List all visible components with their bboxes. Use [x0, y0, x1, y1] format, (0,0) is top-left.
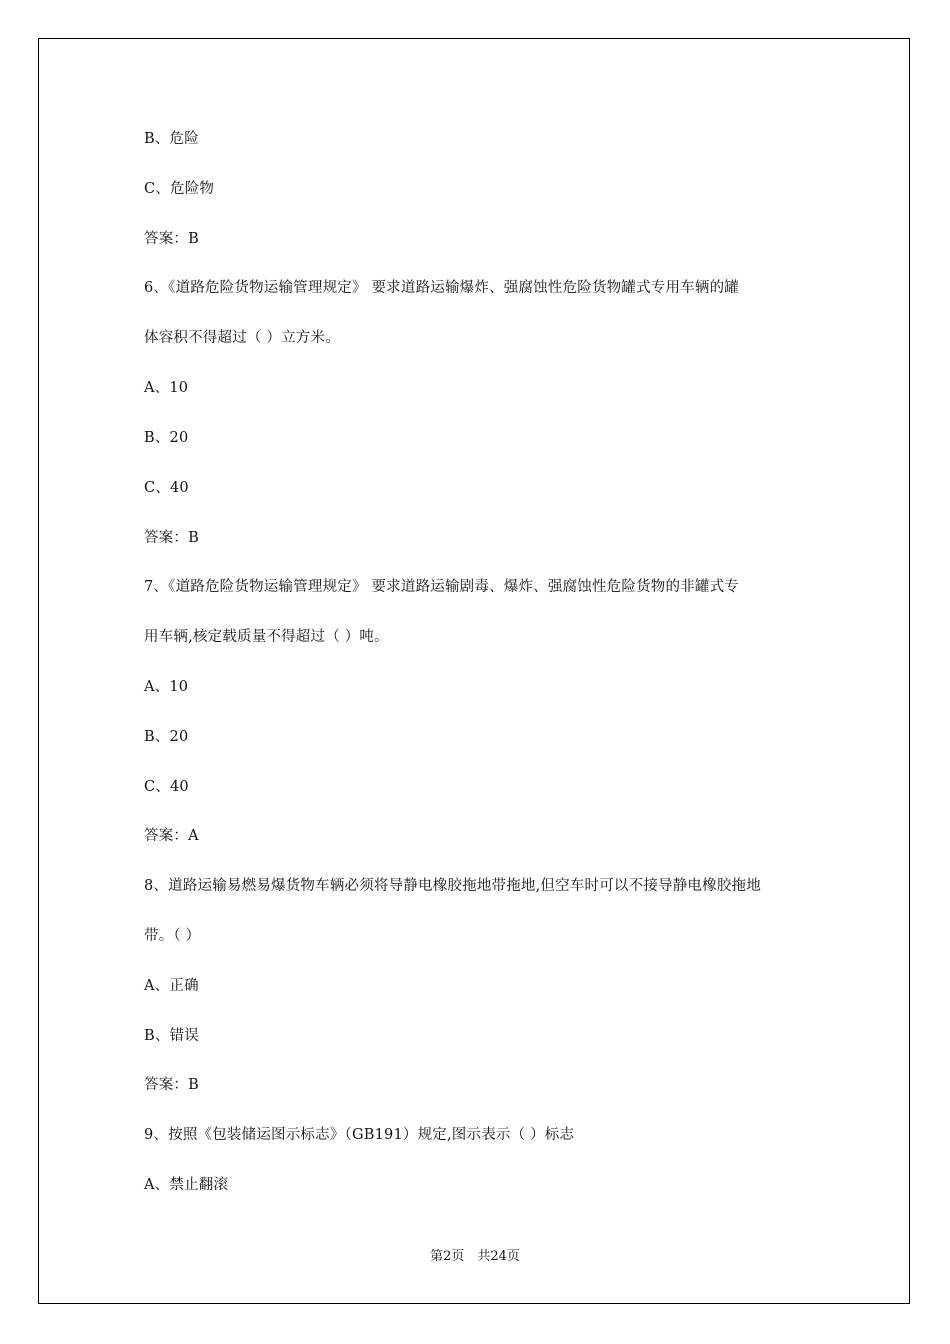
option-b-q6: B、20 [144, 430, 189, 446]
question-7-line-2: 用车辆,核定载质量不得超过（ ）吨。 [144, 629, 389, 645]
option-b-q5: B、危险 [144, 131, 199, 147]
question-8-line-1: 8、道路运输易燃易爆货物车辆必须将导静电橡胶拖地带拖地,但空车时可以不接导静电橡胶拖地 [144, 878, 761, 894]
answer-q5: 答案：B [144, 231, 199, 247]
option-a-q7: A、10 [144, 679, 189, 695]
option-b-q7: B、20 [144, 729, 189, 745]
question-9-line-1: 9、按照《包装储运图示标志》（GB191）规定,图示表示（ ）标志 [144, 1127, 575, 1143]
answer-q8: 答案：B [144, 1077, 199, 1093]
option-c-q6: C、40 [144, 480, 189, 496]
option-a-q9: A、禁止翻滚 [144, 1177, 229, 1193]
page-border [38, 38, 910, 1304]
page-number-footer: 第2页 共24页 [430, 1249, 520, 1264]
option-b-q8: B、错误 [144, 1028, 199, 1044]
option-a-q6: A、10 [144, 380, 189, 396]
answer-q7: 答案：A [144, 828, 199, 844]
question-8-line-2: 带。（ ） [144, 928, 201, 944]
question-7-line-1: 7、《道路危险货物运输管理规定》 要求道路运输剧毒、爆炸、强腐蚀性危险货物的非罐式专 [144, 579, 739, 595]
option-c-q5: C、危险物 [144, 181, 215, 197]
option-c-q7: C、40 [144, 779, 189, 795]
question-6-line-2: 体容积不得超过（ ）立方米。 [144, 330, 340, 346]
question-6-line-1: 6、《道路危险货物运输管理规定》 要求道路运输爆炸、强腐蚀性危险货物罐式专用车辆的罐 [144, 280, 739, 296]
answer-q6: 答案：B [144, 530, 199, 546]
option-a-q8: A、正确 [144, 978, 199, 994]
